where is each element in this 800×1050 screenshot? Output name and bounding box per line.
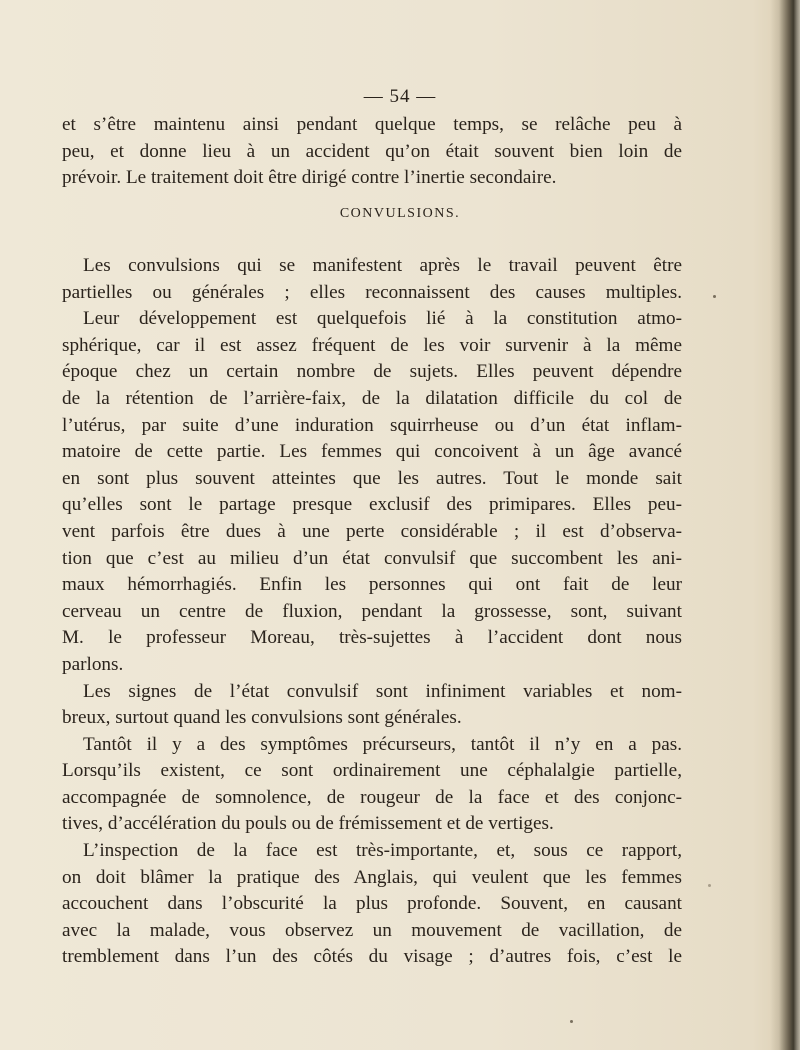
text-line: prévoir. Le traitement doit être dirigé contre l’inertie secondaire. bbox=[62, 167, 557, 189]
paper-speck bbox=[713, 295, 716, 298]
paper-speck bbox=[570, 1020, 573, 1023]
text-line: maux hémorrhagiés. Enfin les personnes qui ont fait de leur bbox=[62, 574, 682, 596]
page-number: — 54 — bbox=[363, 86, 437, 107]
text-line: Les signes de l’état convulsif sont infiniment variables et nom- bbox=[83, 680, 682, 702]
text-line: qu’elles sont le partage presque exclusif des primipares. Elles peu- bbox=[62, 494, 682, 516]
text-line: accouchent dans l’obscurité la plus profonde. Souvent, en causant bbox=[62, 893, 682, 915]
text-line: peu, et donne lieu à un accident qu’on était souvent bien loin de bbox=[62, 140, 682, 162]
text-line: breux, surtout quand les convulsions sont générales. bbox=[62, 707, 462, 729]
book-binding-edge bbox=[770, 0, 800, 1050]
text-line: et s’être maintenu ainsi pendant quelque temps, se relâche peu à bbox=[62, 114, 682, 135]
text-line: avec la malade, vous observez un mouvement de vacillation, de bbox=[62, 919, 682, 941]
text-line: de la rétention de l’arrière-faix, de la dilatation difficile du col de bbox=[62, 387, 682, 409]
text-line: Les convulsions qui se manifestent après le travail peuvent être bbox=[83, 255, 682, 276]
text-line: accompagnée de somnolence, de rougeur de la face et des conjonc- bbox=[62, 786, 682, 808]
section-heading: CONVULSIONS. bbox=[339, 206, 461, 221]
text-line: tives, d’accélération du pouls ou de frémissement et de vertiges. bbox=[62, 813, 554, 835]
paper-speck bbox=[708, 884, 711, 887]
text-line: cerveau un centre de fluxion, pendant la grossesse, sont, suivant bbox=[62, 600, 682, 622]
text-line: matoire de cette partie. Les femmes qui concoivent à un âge avancé bbox=[62, 441, 682, 463]
text-line: partielles ou générales ; elles reconnaissent des causes multiples. bbox=[62, 281, 682, 303]
text-line: sphérique, car il est assez fréquent de les voir survenir à la même bbox=[62, 334, 682, 356]
text-line: vent parfois être dues à une perte considérable ; il est d’observa- bbox=[62, 520, 682, 542]
text-line: Leur développement est quelquefois lié à la constitution atmo- bbox=[83, 308, 682, 330]
text-line: tion que c’est au milieu d’un état convulsif que succombent les ani- bbox=[62, 547, 682, 569]
intro-paragraph bbox=[62, 112, 682, 192]
text-line: Tantôt il y a des symptômes précurseurs, tantôt il n’y en a pas. bbox=[83, 733, 682, 755]
text-line: M. le professeur Moreau, très-sujettes à l’accident dont nous bbox=[62, 627, 682, 649]
text-line: en sont plus souvent atteintes que les autres. Tout le monde sait bbox=[62, 467, 682, 489]
text-line: on doit blâmer la pratique des Anglais, qui veulent que les femmes bbox=[62, 866, 682, 888]
text-line: l’utérus, par suite d’une induration squirrheuse ou d’un état inflam- bbox=[62, 414, 682, 436]
text-line: époque chez un certain nombre de sujets. Elles peuvent dépendre bbox=[62, 361, 682, 383]
text-line: tremblement dans l’un des côtés du visage ; d’autres fois, c’est le bbox=[62, 946, 682, 968]
text-line: parlons. bbox=[62, 653, 124, 675]
text-line: Lorsqu’ils existent, ce sont ordinairement une céphalalgie partielle, bbox=[62, 760, 682, 782]
body-text bbox=[62, 253, 682, 971]
text-line: L’inspection de la face est très-importante, et, sous ce rapport, bbox=[83, 840, 682, 862]
